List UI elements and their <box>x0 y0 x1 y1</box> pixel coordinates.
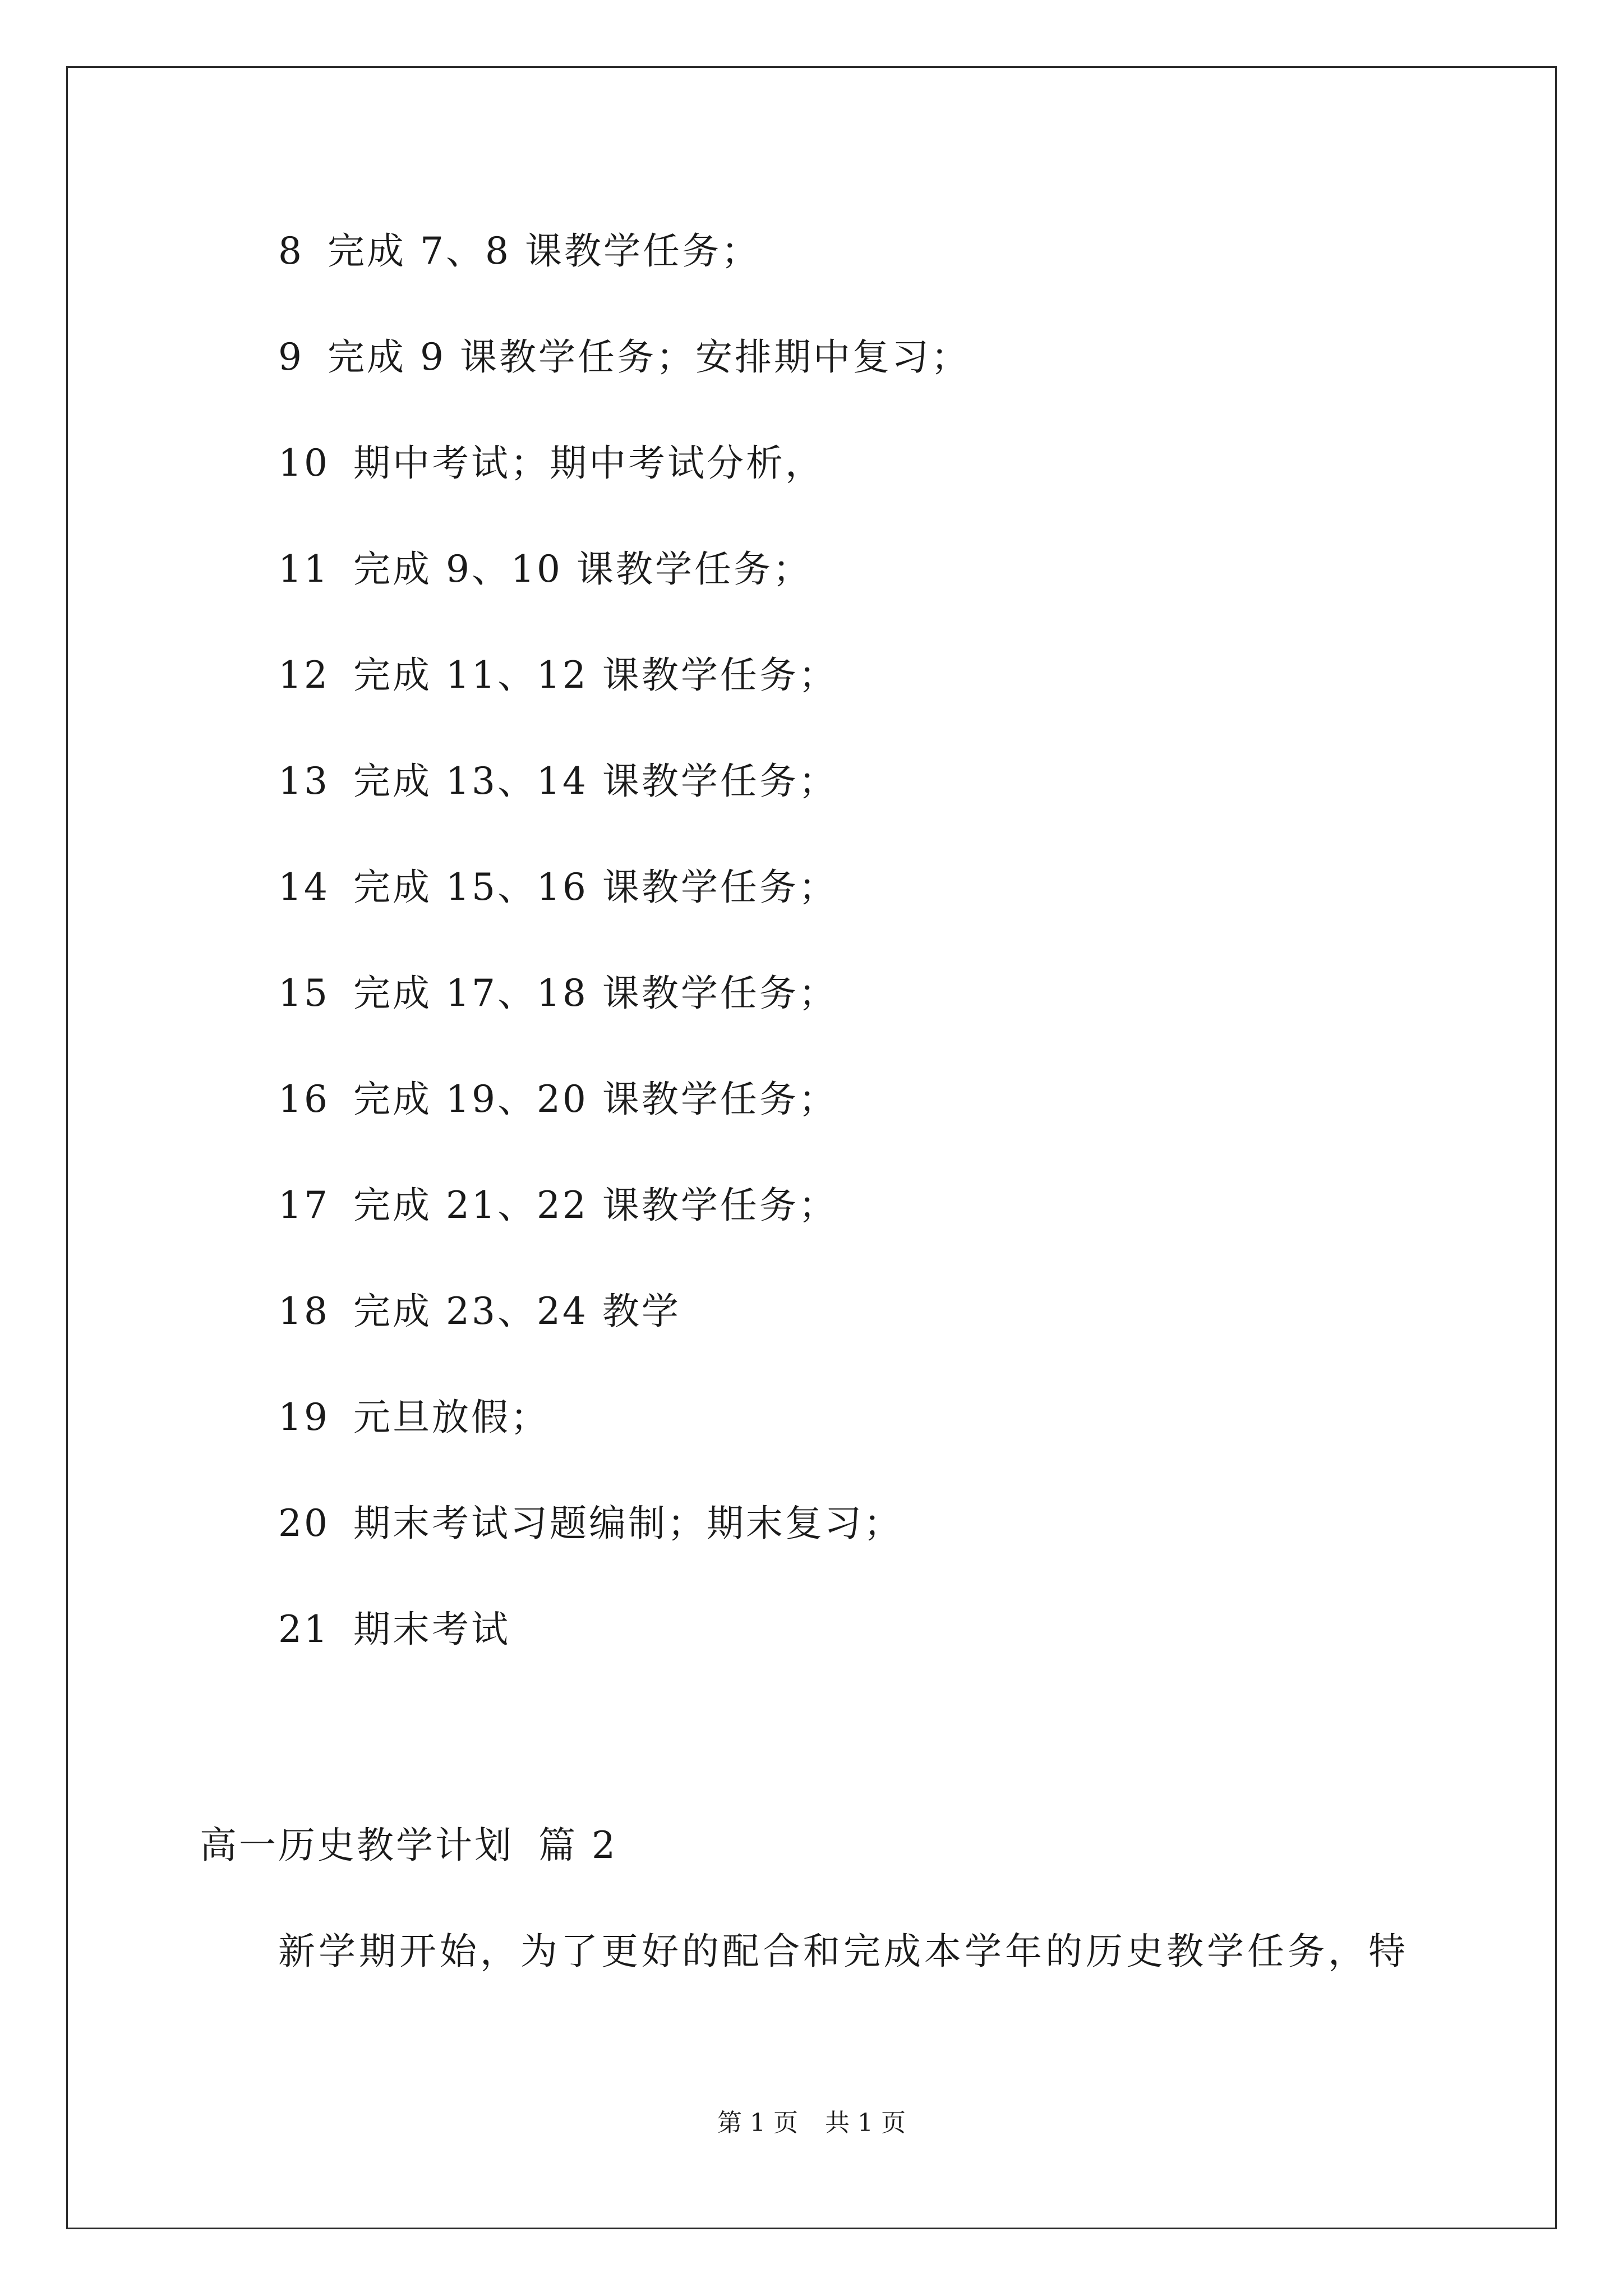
week-task: 完成 9 课教学任务；安排期中复习； <box>328 335 970 379</box>
section-title: 高一历史教学计划 <box>200 1824 514 1867</box>
week-number: 17 <box>278 1184 330 1227</box>
schedule-row-week-8 <box>278 223 970 329</box>
schedule-row-week-13 <box>278 753 970 859</box>
week-number: 19 <box>278 1396 330 1439</box>
week-number: 10 <box>278 441 330 485</box>
week-task: 完成 21、22 课教学任务； <box>353 1184 838 1227</box>
week-task: 期中考试；期中考试分析， <box>353 441 824 485</box>
schedule-row-week-9 <box>278 329 970 435</box>
body-paragraph: 新学期开始，为了更好的配合和完成本学年的历史教学任务，特 <box>278 1930 1409 1973</box>
week-task: 完成 9、10 课教学任务； <box>353 547 812 591</box>
week-task: 完成 15、16 课教学任务； <box>353 866 838 909</box>
schedule-row-week-14 <box>278 859 970 965</box>
section-number: 篇 2 <box>538 1824 617 1867</box>
schedule-row-week-20 <box>278 1496 970 1602</box>
week-task: 完成 13、14 课教学任务； <box>353 760 838 803</box>
week-task: 元旦放假； <box>353 1396 550 1439</box>
week-task: 期末考试 <box>353 1608 510 1651</box>
week-number: 15 <box>278 972 330 1015</box>
week-number: 14 <box>278 866 330 909</box>
schedule-row-week-21 <box>278 1602 970 1708</box>
total-pages-label: 共 1 页 <box>825 2109 906 2137</box>
schedule-row-week-17 <box>278 1177 970 1283</box>
schedule-row-week-10 <box>278 435 970 541</box>
schedule-row-week-19 <box>278 1389 970 1496</box>
week-task: 完成 23、24 教学 <box>353 1290 681 1333</box>
week-number: 8 <box>278 229 304 273</box>
schedule-row-week-12 <box>278 647 970 753</box>
schedule-row-week-15 <box>278 965 970 1071</box>
section-heading <box>200 1818 617 1874</box>
week-task: 期末考试习题编制；期末复习； <box>353 1502 903 1545</box>
page-footer <box>0 2106 1623 2140</box>
week-number: 12 <box>278 654 330 697</box>
weekly-schedule-list <box>278 223 970 1708</box>
week-number: 16 <box>278 1078 330 1121</box>
week-task: 完成 11、12 课教学任务； <box>353 654 838 697</box>
week-task: 完成 17、18 课教学任务； <box>353 972 838 1015</box>
schedule-row-week-11 <box>278 541 970 647</box>
week-number: 13 <box>278 760 330 803</box>
schedule-row-week-16 <box>278 1071 970 1177</box>
week-number: 21 <box>278 1608 330 1651</box>
week-task: 完成 19、20 课教学任务； <box>353 1078 838 1121</box>
week-task: 完成 7、8 课教学任务； <box>328 229 760 273</box>
current-page-label: 第 1 页 <box>717 2109 798 2137</box>
schedule-row-week-18 <box>278 1283 970 1389</box>
week-number: 9 <box>278 335 304 379</box>
week-number: 20 <box>278 1502 330 1545</box>
week-number: 18 <box>278 1290 330 1333</box>
week-number: 11 <box>278 547 330 591</box>
